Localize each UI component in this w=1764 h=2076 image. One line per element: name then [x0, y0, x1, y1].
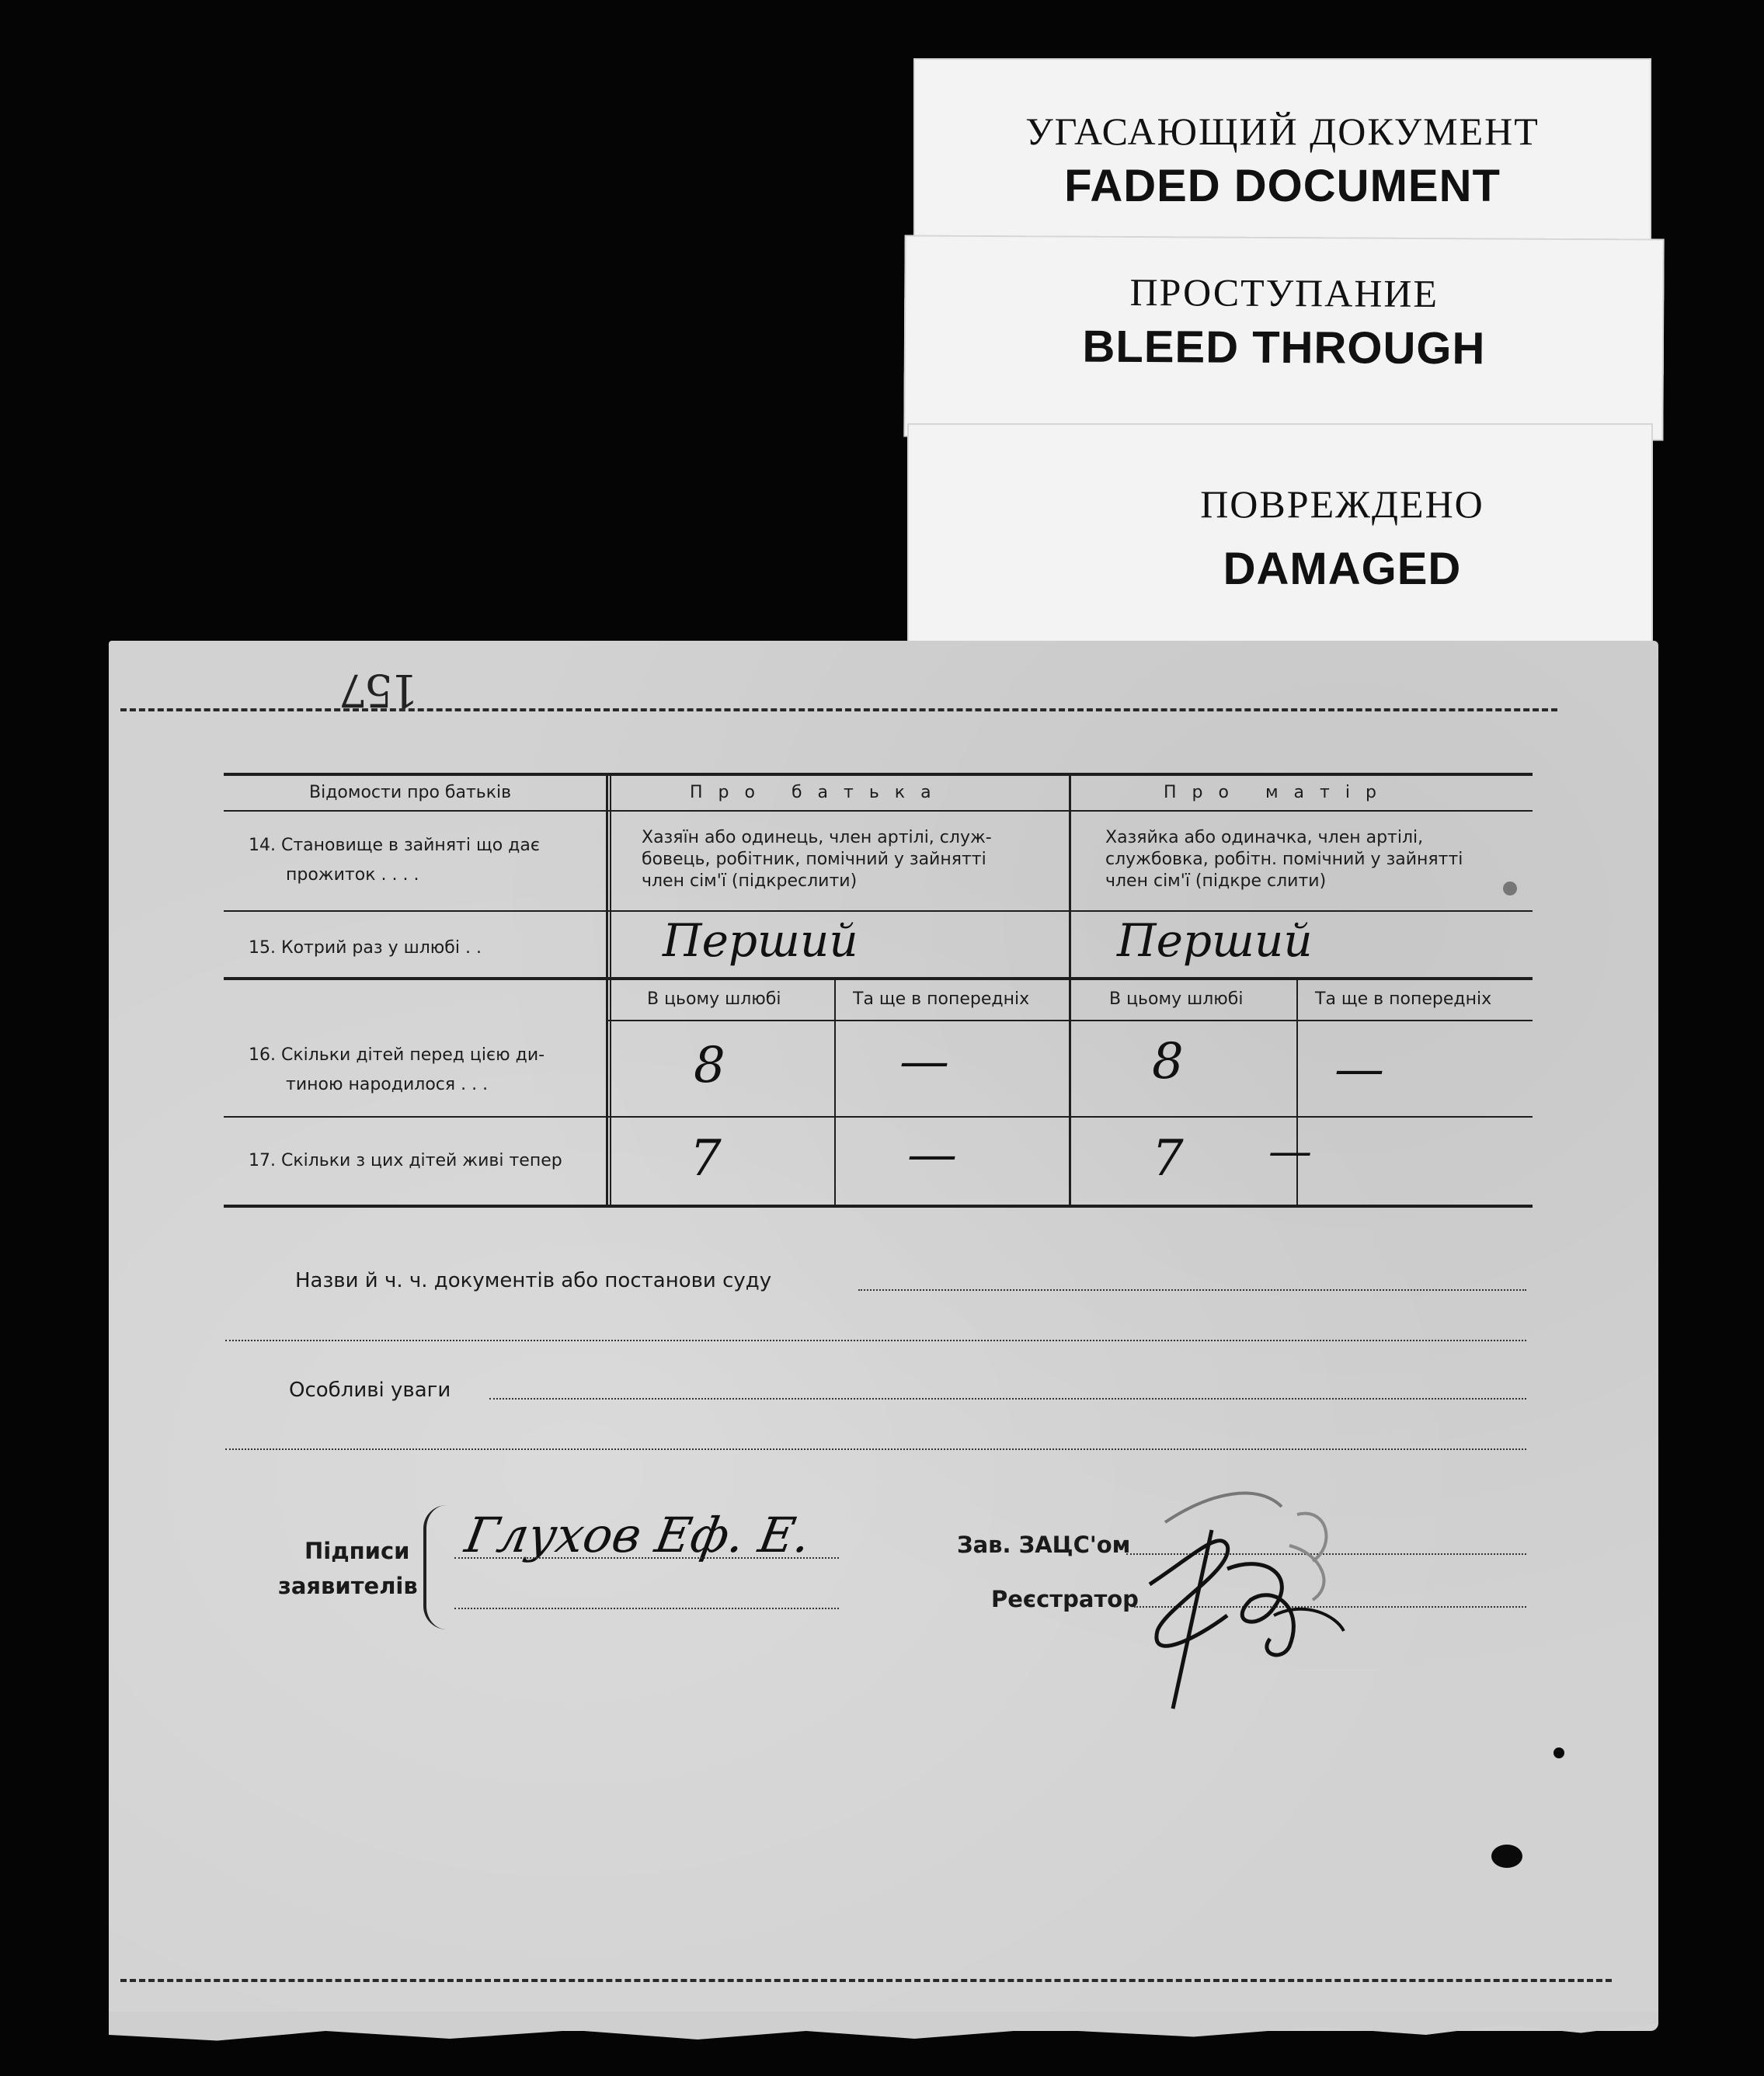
notice-en: BLEED THROUGH: [1082, 321, 1486, 374]
subheader-previous: Та ще в попередніх: [1315, 989, 1492, 1009]
row16-label-cont: тиною народилося . . .: [286, 1075, 489, 1094]
table-column-rule: [834, 980, 836, 1208]
header-mother: Про матір: [1164, 783, 1392, 802]
head-label: Зав. ЗАЦС'ом: [957, 1532, 1131, 1558]
table-column-rule: [610, 773, 611, 1208]
damage-hole: [1554, 1747, 1564, 1758]
notice-en: FADED DOCUMENT: [1064, 161, 1501, 211]
row14-father-options: бовець, робітник, помічний у зайнятті: [642, 850, 986, 869]
remarks-line-2: [225, 1448, 1526, 1450]
row14-father-options: Хазяїн або одинець, член артілі, служ-: [642, 828, 992, 847]
remarks-line: [489, 1398, 1526, 1400]
table-rule: [224, 773, 1533, 776]
row16-father-this: 8: [694, 1037, 725, 1094]
bottom-perforation-line: [120, 1979, 1612, 1982]
row14-label: 14. Становище в зайняті що дає: [249, 836, 540, 855]
row16-mother-this: 8: [1152, 1033, 1184, 1090]
registrar-signature: [1103, 1460, 1398, 1716]
bleed-through-notice: [903, 235, 1664, 440]
remarks-label: Особливі уваги: [289, 1379, 451, 1402]
notice-en: DAMAGED: [1223, 544, 1462, 594]
documents-line: [858, 1289, 1526, 1291]
applicant-signature-line-2: [454, 1608, 839, 1609]
applicants-brace: [423, 1505, 450, 1629]
notice-ru: ПОВРЕЖДЕНО: [1200, 482, 1484, 526]
row14-mother-options: службовка, робітн. помічний у зайнятті: [1105, 850, 1463, 869]
row14-father-options: член сім'ї (підкреслити): [642, 871, 858, 891]
row16-label: 16. Скільки дітей перед цією ди-: [249, 1045, 545, 1065]
subheader-previous: Та ще в попередніх: [853, 989, 1030, 1009]
damage-hole: [1491, 1845, 1522, 1868]
row17-father-this: 7: [690, 1130, 722, 1188]
damage-spot: [1503, 882, 1517, 895]
row15-mother-value: Перший: [1117, 914, 1313, 967]
row17-label: 17. Скільки з цих дітей живі тепер: [249, 1151, 562, 1170]
row14-mother-options: член сім'ї (підкре слити): [1105, 871, 1327, 891]
sheet-number: 157: [342, 664, 419, 717]
subheader-this-marriage: В цьому шлюбі: [1109, 989, 1244, 1009]
paper-torn-edge: [109, 2012, 1658, 2050]
header-parents-info: Відомости про батьків: [309, 783, 512, 802]
applicants-label: Підписи: [304, 1538, 410, 1564]
row16-mother-prev: —: [1334, 1041, 1384, 1098]
row15-label: 15. Котрий раз у шлюбі . .: [249, 938, 482, 958]
subheader-this-marriage: В цьому шлюбі: [647, 989, 781, 1009]
parents-info-table: [224, 773, 1533, 1208]
faded-document-notice: [913, 58, 1651, 260]
documents-label: Назви й ч. ч. документів або постанови суду: [295, 1269, 772, 1292]
row17-mother-this: 7: [1152, 1130, 1184, 1188]
documents-line-2: [225, 1340, 1526, 1341]
registrar-label: Реєстратор: [991, 1586, 1139, 1612]
row17-father-prev: —: [907, 1126, 957, 1184]
table-rule: [224, 1205, 1533, 1208]
row15-father-value: Перший: [663, 914, 858, 967]
row17-mother-prev: —: [1268, 1126, 1312, 1177]
applicant-signature-line: [454, 1557, 839, 1559]
table-column-rule: [1069, 773, 1071, 1208]
notice-ru: ПРОСТУПАНИЕ: [1129, 269, 1439, 316]
applicant-signature: Глухов Еф. Е.: [461, 1507, 816, 1563]
applicants-label-cont: заявителів: [278, 1573, 418, 1599]
table-column-rule: [606, 773, 608, 1208]
row16-father-prev: —: [899, 1033, 949, 1090]
damaged-notice: [907, 423, 1653, 664]
notice-ru: УГАСАЮЩИЙ ДОКУМЕНТ: [1025, 110, 1540, 153]
header-father: Про батька: [690, 783, 947, 802]
row14-mother-options: Хазяйка або одиначка, член артілі,: [1105, 828, 1424, 847]
table-rule: [224, 977, 1533, 980]
table-rule: [224, 1116, 1533, 1118]
top-perforation-line: [120, 708, 1557, 711]
row14-label-cont: прожиток . . . .: [286, 865, 419, 885]
table-rule: [224, 810, 1533, 812]
table-rule: [224, 910, 1533, 912]
